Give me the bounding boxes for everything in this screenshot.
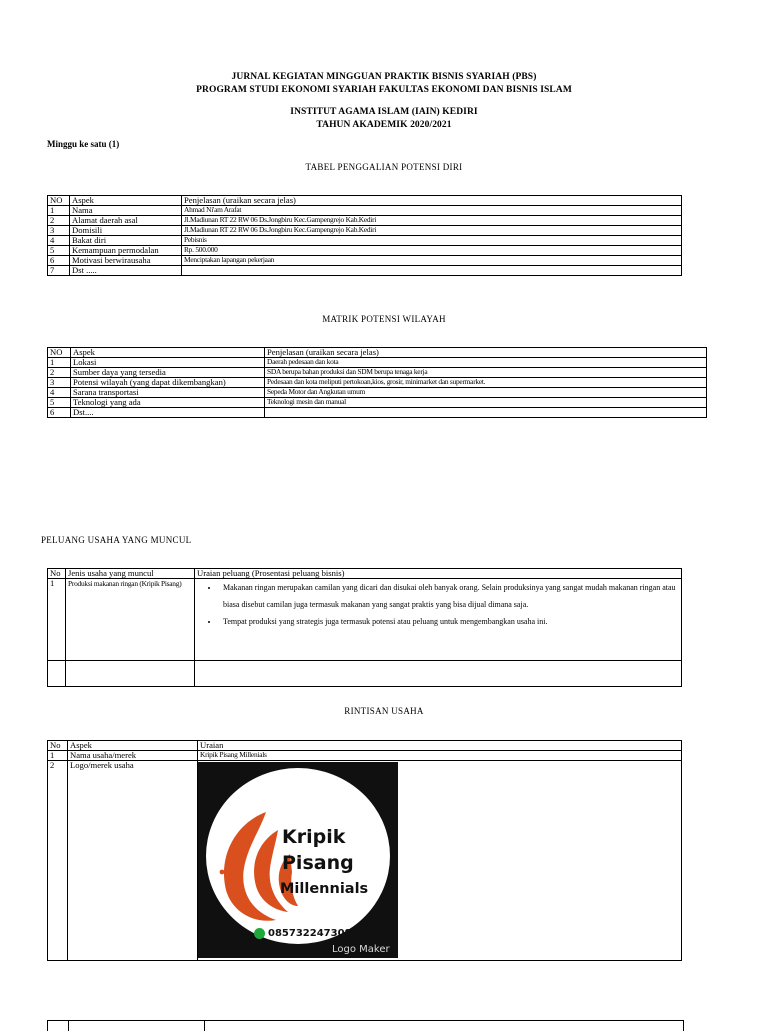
row-aspect: Sarana transportasi bbox=[71, 388, 265, 398]
row-description bbox=[182, 266, 682, 276]
row-aspect: Teknologi yang ada bbox=[71, 398, 265, 408]
row-aspect: Nama bbox=[70, 206, 182, 216]
row-description: Pedesaan dan kota meliputi pertokoan,kios, grosir, minimarket dan supermarket. bbox=[265, 378, 707, 388]
row-aspect: Bakat diri bbox=[70, 236, 182, 246]
table-row bbox=[48, 226, 682, 236]
brand-logo bbox=[198, 762, 398, 958]
row-opportunity-description bbox=[195, 579, 682, 661]
table-row bbox=[48, 236, 682, 246]
header-cell: Uraian peluang (Prosentasi peluang bisnis) bbox=[195, 569, 682, 579]
list-item: • Tempat produksi yang strategis juga termasuk potensi atau peluang untuk mengembangkan usaha ini. bbox=[219, 613, 679, 630]
table-header-row bbox=[48, 348, 707, 358]
potensi-wilayah-title: MATRIK POTENSI WILAYAH bbox=[322, 314, 446, 324]
peluang-table bbox=[47, 568, 682, 687]
row-number: 1 bbox=[48, 206, 70, 216]
row-number: 3 bbox=[48, 378, 71, 388]
table-row bbox=[48, 358, 707, 368]
logo-cell bbox=[198, 761, 682, 961]
row-description: Pebisnis bbox=[182, 236, 682, 246]
row-description: Jl.Madiunan RT 22 RW 06 Ds.Jongbiru Kec.Gampengrejo Kab.Kediri bbox=[182, 226, 682, 236]
header-cell: Uraian bbox=[198, 741, 682, 751]
row-aspect: Motivasi berwirausaha bbox=[70, 256, 182, 266]
row-aspect: Domisili bbox=[70, 226, 182, 236]
row-aspect: Logo/merek usaha bbox=[68, 761, 198, 961]
potensi-wilayah-table bbox=[47, 347, 707, 418]
empty-cell bbox=[66, 661, 195, 687]
rintisan-table bbox=[47, 740, 682, 961]
row-description: Rp. 500.000 bbox=[182, 246, 682, 256]
table-row bbox=[48, 661, 682, 687]
potensi-diri-table bbox=[47, 195, 682, 276]
row-number: 4 bbox=[48, 388, 71, 398]
table-row bbox=[48, 579, 682, 661]
header-cell: Aspek bbox=[70, 196, 182, 206]
table-header-row bbox=[48, 569, 682, 579]
row-number: 6 bbox=[48, 408, 71, 418]
row-description: Daerah pedesaan dan kota bbox=[265, 358, 707, 368]
row-aspect: Alamat daerah asal bbox=[70, 216, 182, 226]
row-description bbox=[265, 408, 707, 418]
logo-word-kripik: Kripik bbox=[282, 826, 346, 849]
row-number: 2 bbox=[48, 761, 68, 961]
brand-name: Kripik Pisang Millenials bbox=[198, 751, 682, 761]
table-row bbox=[48, 256, 682, 266]
row-number: 4 bbox=[48, 236, 70, 246]
table-row bbox=[48, 408, 707, 418]
row-aspect: Nama usaha/merek bbox=[68, 751, 198, 761]
table-row bbox=[48, 378, 707, 388]
header-cell: Penjelasan (uraikan secara jelas) bbox=[265, 348, 707, 358]
row-description: Jl.Madiunan RT 22 RW 06 Ds.Jongbiru Kec.Gampengrejo Kab.Kediri bbox=[182, 216, 682, 226]
table-row bbox=[48, 206, 682, 216]
row-aspect: Dst ..... bbox=[70, 266, 182, 276]
row-description: Teknologi mesin dan manual bbox=[265, 398, 707, 408]
row-aspect: Potensi wilayah (yang dapat dikembangkan) bbox=[71, 378, 265, 388]
empty-cell bbox=[48, 661, 66, 687]
table-row bbox=[48, 368, 707, 378]
institute-title: INSTITUT AGAMA ISLAM (IAIN) KEDIRI bbox=[290, 107, 478, 117]
next-table-partial bbox=[47, 1020, 684, 1031]
row-description: Ahmad Ni'am Arafat bbox=[182, 206, 682, 216]
row-number: 3 bbox=[48, 226, 70, 236]
table-row bbox=[48, 398, 707, 408]
table-row bbox=[48, 388, 707, 398]
logo-phone-number: 085732247308 bbox=[268, 928, 352, 940]
table-row bbox=[48, 751, 682, 761]
header-cell: NO bbox=[48, 196, 70, 206]
row-number: 2 bbox=[48, 216, 70, 226]
table-row bbox=[48, 246, 682, 256]
row-aspect: Kemampuan permodalan bbox=[70, 246, 182, 256]
header-cell: Jenis usaha yang muncul bbox=[66, 569, 195, 579]
row-number: 7 bbox=[48, 266, 70, 276]
logo-maker-watermark: Logo Maker bbox=[332, 944, 390, 956]
table-row bbox=[48, 761, 682, 961]
table-row bbox=[48, 216, 682, 226]
row-number: 5 bbox=[48, 246, 70, 256]
header-cell: Penjelasan (uraikan secara jelas) bbox=[182, 196, 682, 206]
header-cell: NO bbox=[48, 348, 71, 358]
row-description: SDA berupa bahan produksi dan SDM berupa tenaga kerja bbox=[265, 368, 707, 378]
row-description: Menciptakan lapangan pekerjaan bbox=[182, 256, 682, 266]
potensi-diri-title: TABEL PENGGALIAN POTENSI DIRI bbox=[305, 162, 463, 172]
academic-year: TAHUN AKADEMIK 2020/2021 bbox=[316, 120, 452, 130]
header-cell: Aspek bbox=[71, 348, 265, 358]
row-business-type: Produksi makanan ringan (Kripik Pisang) bbox=[66, 579, 195, 661]
header-cell: No bbox=[48, 741, 68, 751]
logo-word-millennials: Millennials bbox=[280, 881, 369, 898]
logo-word-pisang: Pisang bbox=[282, 852, 354, 875]
program-title: PROGRAM STUDI EKONOMI SYARIAH FAKULTAS EKONOMI DAN BISNIS ISLAM bbox=[196, 85, 572, 95]
row-number: 1 bbox=[48, 751, 68, 761]
header-cell: Aspek bbox=[68, 741, 198, 751]
peluang-title: PELUANG USAHA YANG MUNCUL bbox=[41, 535, 192, 545]
list-item: • Makanan ringan merupakan camilan yang dicari dan disukai oleh banyak orang. Selain produksinya yang sangat mudah makanan ringan atau biasa disebut camilan juga termasuk makanan yang sangat praktis yang bisa dijual dimana saja. bbox=[219, 579, 679, 613]
row-number: 1 bbox=[48, 358, 71, 368]
row-number: 6 bbox=[48, 256, 70, 266]
row-number: 5 bbox=[48, 398, 71, 408]
table-header-row bbox=[48, 196, 682, 206]
row-aspect: Dst.... bbox=[71, 408, 265, 418]
journal-title: JURNAL KEGIATAN MINGGUAN PRAKTIK BISNIS SYARIAH (PBS) bbox=[231, 72, 537, 82]
whatsapp-icon bbox=[254, 928, 265, 939]
row-aspect: Lokasi bbox=[71, 358, 265, 368]
row-description: Sepeda Motor dan Angkutan umum bbox=[265, 388, 707, 398]
table-header-row bbox=[48, 741, 682, 751]
row-number: 2 bbox=[48, 368, 71, 378]
empty-cell bbox=[195, 661, 682, 687]
rintisan-title: RINTISAN USAHA bbox=[344, 706, 424, 716]
row-number: 1 bbox=[48, 579, 66, 661]
table-row bbox=[48, 266, 682, 276]
row-aspect: Sumber daya yang tersedia bbox=[71, 368, 265, 378]
week-label: Minggu ke satu (1) bbox=[47, 139, 120, 149]
header-cell: No bbox=[48, 569, 66, 579]
